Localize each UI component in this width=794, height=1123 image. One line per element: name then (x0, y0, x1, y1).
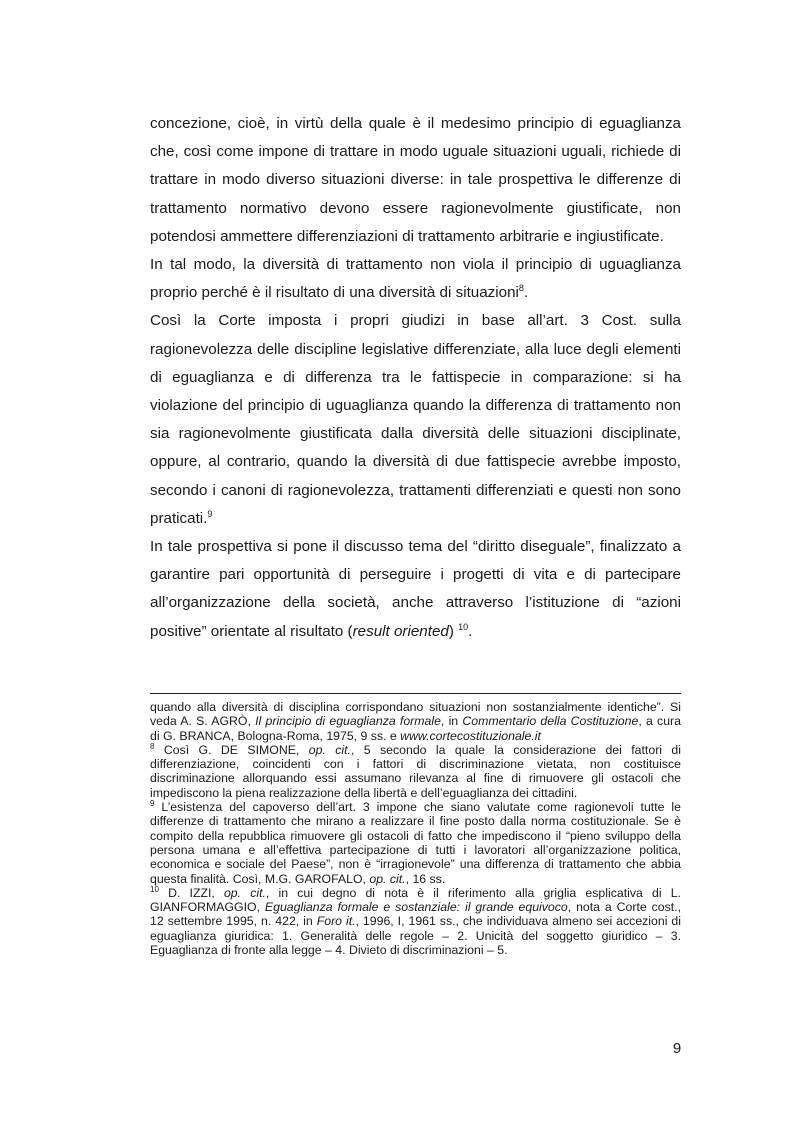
footnote-ref-8[interactable]: 8 (518, 283, 524, 294)
footnote-10: $^{10}$ D. IZZI, op. cit., in cui degno di nota è il riferimento alla griglia esplicativa di L. GIANFORMAGGIO, Eguaglianza formale e sostanziale: il grande equivoco, nota a Corte cost., 12 settembre 1995, n. 422, in Foro it., 1996, I, 1961 ss., che individuava almeno sei accezioni di eguaglianza giuridica: 1. Generalità delle regole – 2. Unicità del soggetto giuridico – 3. Eguaglianza di fronte alla legge – 4. Divieto di discriminazioni – 5. (150, 884, 681, 958)
footnote-ref-9[interactable]: 9 (207, 508, 213, 519)
page-number: 9 (672, 1040, 682, 1057)
footnotes (150, 700, 681, 957)
footnote-8: $^8$ Così G. DE SIMONE, op. cit., 5 secondo la quale la considerazione dei fattori di differenziazione, coincidenti con i fattori di discriminazione vietata, non costituisce discriminazione allorquando essi assumano rilevanza al fine di rimuovere gli ostacoli che impediscono la piena realizzazione della libertà e dell’eguaglianza dei cittadini. (150, 741, 681, 800)
footnote-separator (150, 693, 681, 694)
footnote-9: $^9$ L’esistenza del capoverso dell’art. 3 impone che siano valutate come ragionevoli tutte le differenze di trattamento che mirano a realizzare il fine posto dalla norma costituzionale. Se è compito della repubblica rimuovere gli ostacoli di fatto che impediscono il “pieno sviluppo della persona umana e all’effettiva partecipazione di tutti i lavoratori all’organizzazione politica, economica e sociale del Paese”, non è “irragionevole” una differenza di trattamento che abbia questa finalità. Così, M.G. GAROFALO, op. cit., 16 ss. (150, 798, 681, 886)
website-link[interactable]: www.cortecostituzionale.it (400, 728, 541, 743)
paragraph-2: In tal modo, la diversità di trattamento non viola il principio di uguaglianza proprio perché è il risultato di una diversità di situazioni$^8$. (150, 256, 681, 302)
paragraph-4: In tale prospettiva si pone il discusso tema del “diritto diseguale”, finalizzato a garantire pari opportunità di perseguire i progetti di vita e di partecipare all’organizzazione della società, anche attraverso l’istituzione di “azioni positive” orientate al risultato (result oriented) $^{10}$. (150, 538, 681, 640)
footnote-number: 9 (150, 798, 155, 808)
body-text (150, 110, 681, 646)
footnote-number: 10 (150, 884, 159, 894)
footnote-number: 8 (150, 741, 155, 751)
paragraph-3: Così la Corte imposta i propri giudizi in base all’art. 3 Cost. sulla ragionevolezza delle discipline legislative differenziate, alla luce degli elementi di eguaglianza e di differenza tra le fattispecie in comparazione: si ha violazione del principio di uguaglianza quando la differenza di trattamento non sia ragionevolmente giustificata dalla diversità delle situazioni disciplinate, oppure, al contrario, quando la diversità di due fattispecie avrebbe imposto, secondo i canoni di ragionevolezza, trattamenti differenziati e questi non sono praticati.$^9$ (150, 312, 681, 527)
paragraph-1: concezione, cioè, in virtù della quale è il medesimo principio di eguaglianza che, così come impone di trattare in modo uguale situazioni uguali, richiede di trattare in modo diverso situazioni diverse: in tale prospettiva le differenze di trattamento normativo devono essere ragionevolmente giustificate, non potendosi ammettere differenziazioni di trattamento arbitrarie e ingiustificate. (150, 115, 681, 245)
footnote-ref-10[interactable]: 10 (458, 621, 469, 632)
footnote-continuation: quando alla diversità di disciplina corrispondano situazioni non sostanzialmente identiche”. Si veda A. S. AGRÒ, Il principio di eguaglianza formale, in Commentario della Costituzione, a cura di G. BRANCA, Bologna-Roma, 1975, 9 ss. e www.cortecostituzionale.it (150, 700, 681, 743)
